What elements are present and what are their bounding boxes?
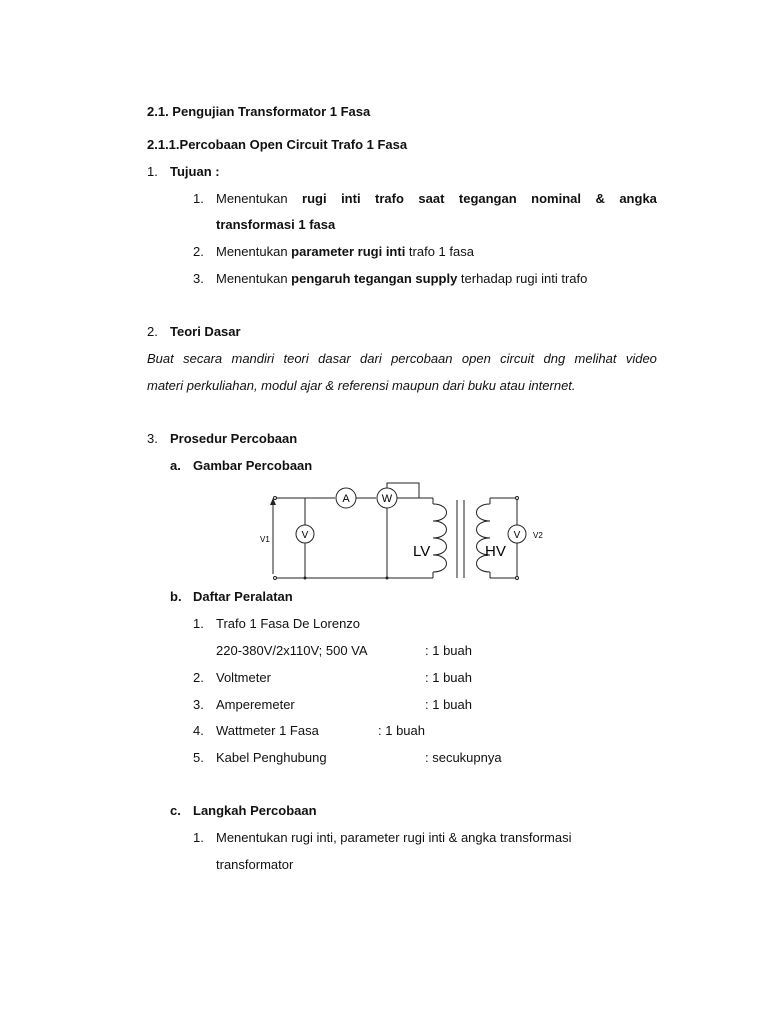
- prosedur-number: 3.: [147, 431, 158, 446]
- gambar-letter: a.: [170, 458, 181, 473]
- teori-number: 2.: [147, 324, 158, 339]
- teori-line2: materi perkuliahan, modul ajar & referensi maupun dari buku atau internet.: [147, 378, 576, 393]
- daftar-item-qty: : 1 buah: [425, 697, 472, 712]
- text-bold: parameter rugi inti: [291, 244, 406, 259]
- word: dng: [543, 351, 566, 366]
- daftar-item-name: Kabel Penghubung: [216, 750, 327, 765]
- word: video: [625, 351, 657, 366]
- wattmeter-label: W: [381, 493, 393, 505]
- daftar-item-name: 220-380V/2x110V; 500 VA: [216, 643, 368, 658]
- lv-coil: [433, 504, 447, 572]
- word: mandiri: [231, 351, 275, 366]
- word: inti: [341, 191, 361, 206]
- tujuan-item-3: [216, 271, 587, 286]
- word: &: [595, 191, 605, 206]
- text: trafo 1 fasa: [405, 244, 474, 259]
- v2-label: V2: [533, 531, 543, 540]
- tujuan-item-2-number: 2.: [193, 244, 204, 259]
- langkah-item-line1: Menentukan rugi inti, parameter rugi inti & angka transformasi: [216, 830, 572, 845]
- tujuan-item-3-number: 3.: [193, 271, 204, 286]
- daftar-item-qty: : 1 buah: [425, 643, 472, 658]
- daftar-item-name: Amperemeter: [216, 697, 295, 712]
- word: circuit: [500, 351, 535, 366]
- word: Buat: [147, 351, 174, 366]
- tujuan-item-1-line1: [216, 191, 657, 206]
- word: angka: [619, 191, 657, 206]
- ammeter-label: A: [342, 493, 350, 505]
- tujuan-item-1-line2: transformasi 1 fasa: [216, 217, 336, 232]
- daftar-item-number: 3.: [193, 697, 204, 712]
- word: secara: [183, 351, 223, 366]
- daftar-item-number: 1.: [193, 616, 204, 631]
- prosedur-heading: Prosedur Percobaan: [170, 431, 298, 446]
- langkah-item-number: 1.: [193, 830, 204, 845]
- terminal: [516, 577, 519, 580]
- tujuan-heading: Tujuan :: [170, 164, 220, 179]
- word: dasar: [318, 351, 351, 366]
- word: open: [461, 351, 491, 366]
- node-dot: [304, 577, 307, 580]
- voltmeter-2-label: V: [513, 530, 521, 541]
- daftar-item-qty: : 1 buah: [378, 723, 425, 738]
- teori-line1: [147, 351, 657, 366]
- word: tegangan: [458, 191, 517, 206]
- langkah-item-line2: transformator: [216, 857, 294, 872]
- teori-heading: Teori Dasar: [170, 324, 241, 339]
- terminal: [516, 497, 519, 500]
- langkah-letter: c.: [170, 803, 181, 818]
- daftar-item-name: Trafo 1 Fasa De Lorenzo: [216, 616, 361, 631]
- terminal: [274, 577, 277, 580]
- text: terhadap rugi inti trafo: [457, 271, 588, 286]
- word: percobaan: [391, 351, 453, 366]
- tujuan-item-2: [216, 244, 474, 259]
- word: nominal: [531, 191, 581, 206]
- hv-label: HV: [485, 543, 506, 560]
- langkah-heading: Langkah Percobaan: [193, 803, 317, 818]
- daftar-letter: b.: [170, 589, 182, 604]
- daftar-item-qty: : secukupnya: [425, 750, 502, 765]
- daftar-item-name: Voltmeter: [216, 670, 271, 685]
- daftar-item-number: 2.: [193, 670, 204, 685]
- word: teori: [283, 351, 309, 366]
- word: trafo: [375, 191, 404, 206]
- section-subtitle: 2.1.1.Percobaan Open Circuit Trafo 1 Fasa: [147, 137, 408, 152]
- v1-label: V1: [260, 535, 270, 544]
- tujuan-item-1-number: 1.: [193, 191, 204, 206]
- daftar-heading: Daftar Peralatan: [193, 589, 293, 604]
- word: saat: [418, 191, 445, 206]
- text: Menentukan: [216, 271, 292, 286]
- node-dot: [386, 577, 389, 580]
- daftar-item-name: Wattmeter 1 Fasa: [216, 723, 319, 738]
- terminal: [274, 497, 277, 500]
- word: melihat: [574, 351, 617, 366]
- section-title: 2.1. Pengujian Transformator 1 Fasa: [147, 104, 371, 119]
- daftar-item-qty: : 1 buah: [425, 670, 472, 685]
- tujuan-number: 1.: [147, 164, 158, 179]
- hv-coil: [477, 504, 491, 572]
- voltmeter-1-label: V: [301, 530, 309, 541]
- word: dari: [360, 351, 382, 366]
- daftar-item-number: 4.: [193, 723, 204, 738]
- text-bold: pengaruh tegangan supply: [291, 271, 458, 286]
- lv-label: LV: [413, 543, 431, 560]
- gambar-heading: Gambar Percobaan: [193, 458, 313, 473]
- word: rugi: [302, 191, 327, 206]
- word: Menentukan: [216, 191, 288, 206]
- daftar-item-number: 5.: [193, 750, 204, 765]
- text: Menentukan: [216, 244, 292, 259]
- circuit-diagram: [255, 480, 555, 584]
